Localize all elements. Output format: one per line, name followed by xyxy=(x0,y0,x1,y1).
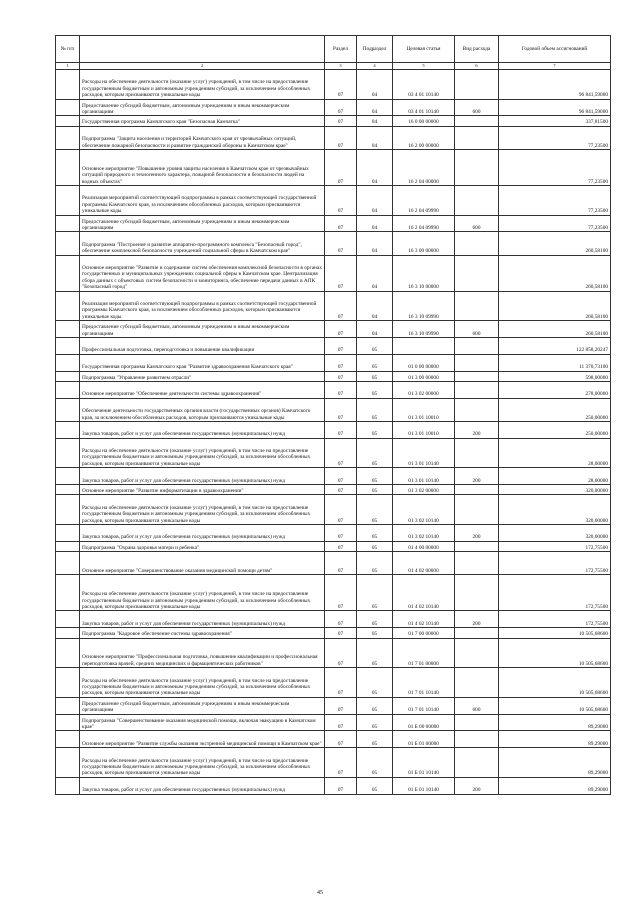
row-podrazdel-cell: 05 xyxy=(357,628,393,638)
row-razdel-cell: 07 xyxy=(325,668,357,698)
table-row xyxy=(56,541,611,551)
row-num-cell xyxy=(56,255,80,291)
row-sum-cell: 10 505,68600 xyxy=(499,628,611,638)
row-sum-cell: 96 841,59000 xyxy=(499,99,611,116)
row-csr-cell: 01 7 01 10140 xyxy=(393,697,455,714)
row-csr-cell: 01 3 02 00000 xyxy=(393,381,455,398)
row-csr-cell: 16 2 04 09990 xyxy=(393,185,455,215)
row-podrazdel-cell: 05 xyxy=(357,668,393,698)
row-podrazdel-cell: 05 xyxy=(357,354,393,371)
row-razdel-cell: 07 xyxy=(325,371,357,381)
row-razdel-cell: 07 xyxy=(325,697,357,714)
header-csr: Целевая статья xyxy=(393,36,455,63)
table-row xyxy=(56,255,611,291)
row-vr-cell xyxy=(455,149,499,185)
row-sum-cell: 89,29000 xyxy=(499,777,611,794)
row-vr-cell xyxy=(455,552,499,575)
row-podrazdel-cell: 05 xyxy=(357,371,393,381)
row-num-cell xyxy=(56,354,80,371)
row-num-cell xyxy=(56,697,80,714)
table-row xyxy=(56,70,611,100)
table-row xyxy=(56,552,611,575)
row-sum-cell: 172,75500 xyxy=(499,552,611,575)
row-razdel-cell: 07 xyxy=(325,126,357,149)
row-name-cell: Предоставление субсидий бюджетным, автономным учреждениям и иным некоммерческим организациям xyxy=(80,321,325,338)
row-num-cell xyxy=(56,731,80,748)
row-razdel-cell: 07 xyxy=(325,116,357,126)
row-vr-cell xyxy=(455,575,499,611)
row-vr-cell xyxy=(455,70,499,100)
row-vr-cell xyxy=(455,371,499,381)
row-name-cell: Подпрограмма "Защита населения и территорий Камчатского края от чрезвычайных ситуаций, обеспечение пожарной безопасности и развитие гражданской обороны в Камчатском крае" xyxy=(80,126,325,149)
table-row xyxy=(56,232,611,255)
table-row xyxy=(56,731,611,748)
row-csr-cell: 01 3 01 10010 xyxy=(393,421,455,438)
row-num-cell xyxy=(56,398,80,421)
row-razdel-cell: 07 xyxy=(325,731,357,748)
row-razdel-cell: 07 xyxy=(325,291,357,321)
row-csr-cell: 01 Б 00 00000 xyxy=(393,714,455,731)
budget-table xyxy=(55,35,611,795)
row-vr-cell: 600 xyxy=(455,215,499,232)
row-podrazdel-cell: 05 xyxy=(357,552,393,575)
table-row xyxy=(56,215,611,232)
row-vr-cell xyxy=(455,126,499,149)
row-sum-cell: 337,81500 xyxy=(499,116,611,126)
row-num-cell xyxy=(56,495,80,525)
row-podrazdel-cell: 04 xyxy=(357,215,393,232)
row-razdel-cell: 07 xyxy=(325,495,357,525)
row-vr-cell: 200 xyxy=(455,421,499,438)
header-num: № п/п xyxy=(56,36,80,63)
row-vr-cell xyxy=(455,381,499,398)
row-podrazdel-cell: 05 xyxy=(357,541,393,551)
table-row xyxy=(56,611,611,628)
column-number: 1 xyxy=(56,63,80,70)
row-csr-cell: 01 4 00 00000 xyxy=(393,541,455,551)
row-name-cell: Основное мероприятие "Развитие информатизации в здравоохранении" xyxy=(80,485,325,495)
row-name-cell: Расходы на обеспечение деятельности (оказание услуг) учреждений, в том числе на предоставление государственным бюджетным и автономным учреждениям субсидий, за исключением обособленных расходов, которым присваиваются уникальные коды xyxy=(80,575,325,611)
row-vr-cell xyxy=(455,354,499,371)
row-csr-cell: 16 2 04 09990 xyxy=(393,215,455,232)
row-csr-cell: 16 3 10 09990 xyxy=(393,291,455,321)
row-csr-cell: 16 2 00 00000 xyxy=(393,126,455,149)
column-number: 6 xyxy=(455,63,499,70)
row-name-cell: Закупка товаров, работ и услуг для обеспечения государственных (муниципальных) нужд xyxy=(80,777,325,794)
row-razdel-cell: 07 xyxy=(325,552,357,575)
row-num-cell xyxy=(56,438,80,468)
row-razdel-cell: 07 xyxy=(325,777,357,794)
row-num-cell xyxy=(56,777,80,794)
row-name-cell: Реализация мероприятий соответствующей подпрограммы в рамках соответствующей государственной программы Камчатского края, за исключением обособленных расходов, которым присваиваются уникальные коды xyxy=(80,185,325,215)
row-vr-cell xyxy=(455,748,499,778)
row-csr-cell: 01 4 02 00000 xyxy=(393,552,455,575)
row-vr-cell xyxy=(455,398,499,421)
row-name-cell: Расходы на обеспечение деятельности (оказание услуг) учреждений, в том числе на предоставление государственным бюджетным и автономным учреждениям субсидий, за исключением обособленных расходов, которым присваиваются уникальные коды xyxy=(80,438,325,468)
row-sum-cell: 250,00000 xyxy=(499,421,611,438)
row-csr-cell: 03 4 01 10140 xyxy=(393,99,455,116)
row-podrazdel-cell: 05 xyxy=(357,485,393,495)
row-num-cell xyxy=(56,215,80,232)
row-sum-cell: 77,23500 xyxy=(499,149,611,185)
row-num-cell xyxy=(56,525,80,542)
table-row xyxy=(56,354,611,371)
row-razdel-cell: 07 xyxy=(325,525,357,542)
row-csr-cell: 01 3 00 00000 xyxy=(393,371,455,381)
row-name-cell: Закупка товаров, работ и услуг для обеспечения государственных (муниципальных) нужд xyxy=(80,468,325,485)
header-name xyxy=(80,36,325,63)
row-sum-cell: 320,00000 xyxy=(499,525,611,542)
row-sum-cell: 250,00000 xyxy=(499,398,611,421)
row-podrazdel-cell: 04 xyxy=(357,185,393,215)
row-vr-cell: 200 xyxy=(455,611,499,628)
row-podrazdel-cell: 05 xyxy=(357,495,393,525)
row-podrazdel-cell: 05 xyxy=(357,731,393,748)
row-vr-cell: 200 xyxy=(455,468,499,485)
row-sum-cell: 260,58100 xyxy=(499,255,611,291)
header-vr: Вид расхода xyxy=(455,36,499,63)
row-razdel-cell: 07 xyxy=(325,185,357,215)
row-razdel-cell: 07 xyxy=(325,381,357,398)
row-csr-cell: 16 3 10 00000 xyxy=(393,255,455,291)
row-razdel-cell: 07 xyxy=(325,255,357,291)
row-razdel-cell: 07 xyxy=(325,628,357,638)
row-sum-cell: 89,29000 xyxy=(499,714,611,731)
table-row xyxy=(56,185,611,215)
row-vr-cell: 600 xyxy=(455,321,499,338)
row-csr-cell: 01 3 02 10140 xyxy=(393,495,455,525)
row-name-cell: Подпрограмма "Управление развитием отрасли" xyxy=(80,371,325,381)
row-vr-cell xyxy=(455,731,499,748)
row-podrazdel-cell: 05 xyxy=(357,697,393,714)
row-csr-cell: 01 3 02 00000 xyxy=(393,485,455,495)
row-vr-cell xyxy=(455,232,499,255)
row-vr-cell xyxy=(455,714,499,731)
table-row xyxy=(56,668,611,698)
row-razdel-cell: 07 xyxy=(325,337,357,354)
row-num-cell xyxy=(56,748,80,778)
row-name-cell: Расходы на обеспечение деятельности (оказание услуг) учреждений, в том числе на предоставление государственным бюджетным и автономным учреждениям субсидий, за исключением обособленных расходов, которым присваиваются уникальные коды xyxy=(80,70,325,100)
row-num-cell xyxy=(56,116,80,126)
row-sum-cell: 10 505,68600 xyxy=(499,697,611,714)
row-vr-cell xyxy=(455,116,499,126)
row-vr-cell xyxy=(455,541,499,551)
row-num-cell xyxy=(56,638,80,668)
row-podrazdel-cell: 05 xyxy=(357,398,393,421)
row-name-cell: Основное мероприятие "Обеспечение деятельности системы здравоохранения" xyxy=(80,381,325,398)
row-name-cell: Подпрограмма "Охрана здоровья матери и ребенка" xyxy=(80,541,325,551)
table-body xyxy=(56,70,611,795)
row-vr-cell: 200 xyxy=(455,777,499,794)
row-vr-cell: 600 xyxy=(455,99,499,116)
table-row xyxy=(56,777,611,794)
table-row xyxy=(56,628,611,638)
row-razdel-cell: 07 xyxy=(325,321,357,338)
row-name-cell: Реализация мероприятий соответствующей подпрограммы в рамках соответствующей государственной программы Камчатского края, за исключением обособленных расходов, которым присваиваются уникальные коды xyxy=(80,291,325,321)
row-num-cell xyxy=(56,126,80,149)
row-sum-cell: 260,58100 xyxy=(499,321,611,338)
row-vr-cell: 600 xyxy=(455,697,499,714)
row-podrazdel-cell: 05 xyxy=(357,777,393,794)
row-name-cell: Государственная программа Камчатского края "Безопасная Камчатка" xyxy=(80,116,325,126)
row-num-cell xyxy=(56,714,80,731)
row-sum-cell: 89,29000 xyxy=(499,731,611,748)
table-row xyxy=(56,468,611,485)
row-name-cell: Подпрограмма "Совершенствование оказания медицинской помощи, включая эвакуацию в Камчатском крае" xyxy=(80,714,325,731)
row-name-cell: Закупка товаров, работ и услуг для обеспечения государственных (муниципальных) нужд xyxy=(80,421,325,438)
row-csr-cell: 01 4 02 10140 xyxy=(393,611,455,628)
row-name-cell: Основное мероприятие "Развитие службы оказания экстренной медицинской помощи в Камчатском крае" xyxy=(80,731,325,748)
table-row xyxy=(56,714,611,731)
row-razdel-cell: 07 xyxy=(325,438,357,468)
table-row xyxy=(56,638,611,668)
row-num-cell xyxy=(56,468,80,485)
table-row xyxy=(56,381,611,398)
row-razdel-cell: 07 xyxy=(325,354,357,371)
row-csr-cell: 01 7 01 00000 xyxy=(393,638,455,668)
row-csr-cell xyxy=(393,337,455,354)
row-sum-cell: 10 505,68600 xyxy=(499,638,611,668)
row-csr-cell: 16 2 04 00000 xyxy=(393,149,455,185)
row-razdel-cell: 07 xyxy=(325,421,357,438)
row-podrazdel-cell: 04 xyxy=(357,116,393,126)
row-sum-cell: 11 370,73100 xyxy=(499,354,611,371)
row-sum-cell: 172,75500 xyxy=(499,575,611,611)
row-podrazdel-cell: 05 xyxy=(357,714,393,731)
row-podrazdel-cell: 05 xyxy=(357,468,393,485)
table-row xyxy=(56,321,611,338)
row-sum-cell: 89,29000 xyxy=(499,748,611,778)
row-csr-cell: 01 3 02 10140 xyxy=(393,525,455,542)
row-sum-cell: 28,00000 xyxy=(499,468,611,485)
row-name-cell: Закупка товаров, работ и услуг для обеспечения государственных (муниципальных) нужд xyxy=(80,611,325,628)
row-sum-cell: 122 858,20247 xyxy=(499,337,611,354)
row-num-cell xyxy=(56,149,80,185)
row-name-cell: Основное мероприятие "Совершенствование оказания медицинской помощи детям" xyxy=(80,552,325,575)
row-name-cell: Основное мероприятие "Профессиональная подготовка, повышение квалификации и профессиональная переподготовка врачей, средних медицинских и фармацевтических работников" xyxy=(80,638,325,668)
row-name-cell: Подпрограмма "Построение и развитие аппаратно-программного комплекса "Безопасный город", обеспечение комплексной безопасности учреждений социальной сферы в Камчатском крае" xyxy=(80,232,325,255)
table-row xyxy=(56,371,611,381)
row-csr-cell: 16 3 10 09990 xyxy=(393,321,455,338)
row-podrazdel-cell: 04 xyxy=(357,255,393,291)
row-csr-cell: 01 Б 01 00000 xyxy=(393,731,455,748)
row-razdel-cell: 07 xyxy=(325,468,357,485)
row-razdel-cell: 07 xyxy=(325,398,357,421)
row-vr-cell xyxy=(455,438,499,468)
row-razdel-cell: 07 xyxy=(325,575,357,611)
table-row xyxy=(56,149,611,185)
row-name-cell: Государственная программа Камчатского края "Развитие здравоохранения Камчатского края" xyxy=(80,354,325,371)
row-vr-cell xyxy=(455,668,499,698)
row-num-cell xyxy=(56,381,80,398)
row-csr-cell: 01 0 00 00000 xyxy=(393,354,455,371)
row-razdel-cell: 07 xyxy=(325,541,357,551)
row-podrazdel-cell: 04 xyxy=(357,126,393,149)
row-name-cell: Закупка товаров, работ и услуг для обеспечения государственных (муниципальных) нужд xyxy=(80,525,325,542)
row-sum-cell: 260,58100 xyxy=(499,291,611,321)
header-podrazdel: Подраздел xyxy=(357,36,393,63)
row-vr-cell xyxy=(455,255,499,291)
row-sum-cell: 320,00000 xyxy=(499,485,611,495)
table-row xyxy=(56,438,611,468)
table-row xyxy=(56,697,611,714)
row-vr-cell: 200 xyxy=(455,525,499,542)
row-sum-cell: 172,75500 xyxy=(499,611,611,628)
row-name-cell: Основное мероприятие "Повышение уровня защиты населения в Камчатском крае от чрезвычайных ситуаций природного и техногенного характера, пожарной безопасности и безопасности людей на водных объектах" xyxy=(80,149,325,185)
row-razdel-cell: 07 xyxy=(325,611,357,628)
row-csr-cell: 03 4 01 10140 xyxy=(393,70,455,100)
row-csr-cell: 01 4 02 10140 xyxy=(393,575,455,611)
row-podrazdel-cell: 05 xyxy=(357,421,393,438)
row-podrazdel-cell: 05 xyxy=(357,525,393,542)
table-row xyxy=(56,126,611,149)
row-name-cell: Обеспечение деятельности государственных органов власти (государственных органов) Камчатского края, за исключением обособленных расходов, которым присваиваются уникальные коды xyxy=(80,398,325,421)
row-podrazdel-cell: 04 xyxy=(357,70,393,100)
row-sum-cell: 598,00000 xyxy=(499,371,611,381)
row-podrazdel-cell: 04 xyxy=(357,99,393,116)
row-name-cell: Расходы на обеспечение деятельности (оказание услуг) учреждений, в том числе на предоставление государственным бюджетным и автономным учреждениям субсидий, за исключением обособленных расходов, которым присваиваются уникальные коды xyxy=(80,668,325,698)
row-vr-cell xyxy=(455,628,499,638)
row-vr-cell xyxy=(455,495,499,525)
row-vr-cell xyxy=(455,337,499,354)
table-row xyxy=(56,116,611,126)
row-razdel-cell: 07 xyxy=(325,149,357,185)
row-sum-cell: 278,00000 xyxy=(499,381,611,398)
row-csr-cell: 01 3 01 10140 xyxy=(393,438,455,468)
row-sum-cell: 77,23500 xyxy=(499,185,611,215)
row-num-cell xyxy=(56,99,80,116)
row-csr-cell: 01 3 01 10140 xyxy=(393,468,455,485)
row-num-cell xyxy=(56,337,80,354)
header-row xyxy=(56,36,611,63)
row-csr-cell: 01 Б 01 10140 xyxy=(393,777,455,794)
header-sum: Годовой объем ассигнований xyxy=(499,36,611,63)
row-podrazdel-cell: 04 xyxy=(357,149,393,185)
row-num-cell xyxy=(56,185,80,215)
row-csr-cell: 01 7 00 00000 xyxy=(393,628,455,638)
table-row xyxy=(56,748,611,778)
row-csr-cell: 16 0 00 00000 xyxy=(393,116,455,126)
page-number: 45 xyxy=(317,890,323,896)
row-razdel-cell: 07 xyxy=(325,638,357,668)
row-name-cell: Основное мероприятие "Развитие и содержание систем обеспечения комплексной безопасности в органах государственных и муниципальных учреждениях социальной сферы в Камчатском крае. Централизация сбора данных с объектовых систем безопасности и мониторинга, обеспечение передачи данных в АПК "Безопасный город" xyxy=(80,255,325,291)
row-csr-cell: 01 Б 01 10140 xyxy=(393,748,455,778)
row-num-cell xyxy=(56,552,80,575)
row-sum-cell: 77,23500 xyxy=(499,215,611,232)
row-csr-cell: 01 3 01 10010 xyxy=(393,398,455,421)
row-name-cell: Предоставление субсидий бюджетным, автономным учреждениям и иным некоммерческим организациям xyxy=(80,215,325,232)
table-row xyxy=(56,525,611,542)
header-razdel: Раздел xyxy=(325,36,357,63)
row-num-cell xyxy=(56,291,80,321)
row-num-cell xyxy=(56,611,80,628)
table-row xyxy=(56,575,611,611)
row-razdel-cell: 07 xyxy=(325,232,357,255)
column-number: 4 xyxy=(357,63,393,70)
column-number: 5 xyxy=(393,63,455,70)
row-podrazdel-cell: 04 xyxy=(357,232,393,255)
row-vr-cell xyxy=(455,638,499,668)
row-podrazdel-cell: 05 xyxy=(357,638,393,668)
row-csr-cell: 16 3 00 00000 xyxy=(393,232,455,255)
table-row xyxy=(56,337,611,354)
row-num-cell xyxy=(56,421,80,438)
row-num-cell xyxy=(56,628,80,638)
table-row xyxy=(56,291,611,321)
row-sum-cell: 260,58100 xyxy=(499,232,611,255)
column-number: 3 xyxy=(325,63,357,70)
table-row xyxy=(56,398,611,421)
row-vr-cell xyxy=(455,291,499,321)
row-num-cell xyxy=(56,371,80,381)
row-num-cell xyxy=(56,575,80,611)
row-razdel-cell: 07 xyxy=(325,215,357,232)
row-sum-cell: 320,00000 xyxy=(499,495,611,525)
row-num-cell xyxy=(56,321,80,338)
row-num-cell xyxy=(56,668,80,698)
row-podrazdel-cell: 04 xyxy=(357,321,393,338)
row-name-cell: Предоставление субсидий бюджетным, автономным учреждениям и иным некоммерческим организациям xyxy=(80,697,325,714)
row-vr-cell xyxy=(455,185,499,215)
row-num-cell xyxy=(56,485,80,495)
row-name-cell: Подпрограмма "Кадровое обеспечение системы здравоохранения" xyxy=(80,628,325,638)
column-number-row xyxy=(56,63,611,70)
table-row xyxy=(56,421,611,438)
row-name-cell: Профессиональная подготовка, переподготовка и повышение квалификации xyxy=(80,337,325,354)
row-podrazdel-cell: 04 xyxy=(357,291,393,321)
table-row xyxy=(56,485,611,495)
row-podrazdel-cell: 05 xyxy=(357,611,393,628)
row-podrazdel-cell: 05 xyxy=(357,337,393,354)
row-sum-cell: 28,00000 xyxy=(499,438,611,468)
row-podrazdel-cell: 05 xyxy=(357,381,393,398)
column-number: 7 xyxy=(499,63,611,70)
row-sum-cell: 96 841,59000 xyxy=(499,70,611,100)
row-num-cell xyxy=(56,70,80,100)
row-vr-cell xyxy=(455,485,499,495)
column-number: 2 xyxy=(80,63,325,70)
row-razdel-cell: 07 xyxy=(325,714,357,731)
row-name-cell: Предоставление субсидий бюджетным, автономным учреждениям и иным некоммерческим организациям xyxy=(80,99,325,116)
row-csr-cell: 01 7 01 10140 xyxy=(393,668,455,698)
row-sum-cell: 77,23500 xyxy=(499,126,611,149)
row-razdel-cell: 07 xyxy=(325,99,357,116)
row-razdel-cell: 07 xyxy=(325,748,357,778)
row-name-cell: Расходы на обеспечение деятельности (оказание услуг) учреждений, в том числе на предоставление государственным бюджетным и автономным учреждениям субсидий, за исключением обособленных расходов, которым присваиваются уникальные коды xyxy=(80,748,325,778)
row-num-cell xyxy=(56,541,80,551)
table-row xyxy=(56,495,611,525)
row-num-cell xyxy=(56,232,80,255)
table-row xyxy=(56,99,611,116)
row-podrazdel-cell: 05 xyxy=(357,438,393,468)
row-podrazdel-cell: 05 xyxy=(357,575,393,611)
row-sum-cell: 10 505,68600 xyxy=(499,668,611,698)
row-razdel-cell: 07 xyxy=(325,70,357,100)
row-razdel-cell: 07 xyxy=(325,485,357,495)
row-podrazdel-cell: 05 xyxy=(357,748,393,778)
row-sum-cell: 172,75500 xyxy=(499,541,611,551)
row-name-cell: Расходы на обеспечение деятельности (оказание услуг) учреждений, в том числе на предоставление государственным бюджетным и автономным учреждениям субсидий, за исключением обособленных расходов, которым присваиваются уникальные коды xyxy=(80,495,325,525)
